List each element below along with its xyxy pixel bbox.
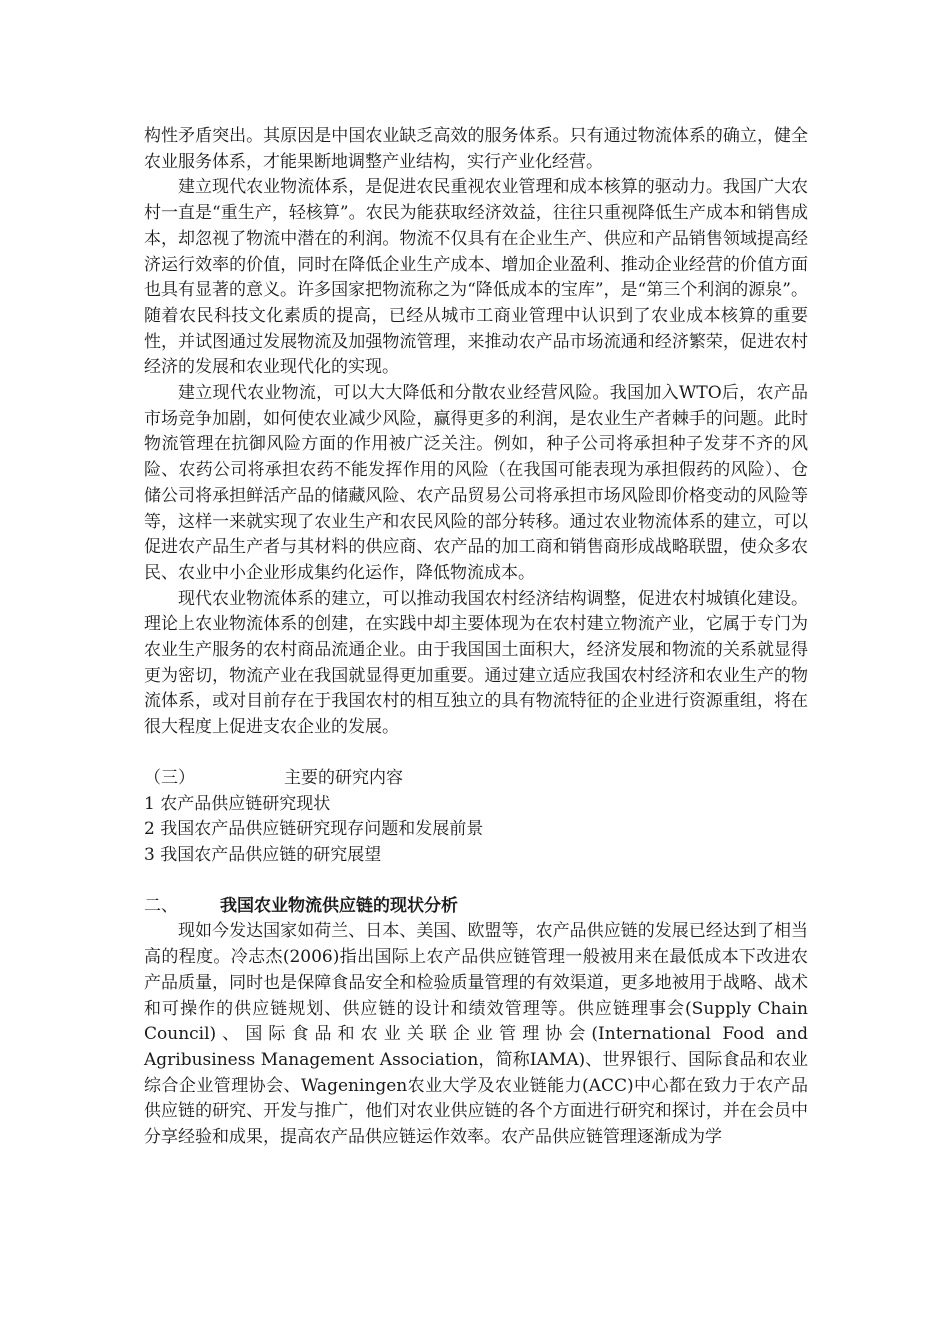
paragraph-2: 建立现代农业物流体系，是促进农民重视农业管理和成本核算的驱动力。我国广大农村一直是“重生产，轻核算”。农民为能获取经济效益，往往只重视降低生产成本和销售成本，却忽视了物流中潜在的利润。物流不仅具有在企业生产、供应和产品销售领域提高经济运行效率的价值，同时在降低企业生产成本、增加企业盈利、推动企业经营的价值方面也具有显著的意义。许多国家把物流称之为“降低成本的宝库”，是“第三个利润的源泉”。随着农民科技文化素质的提高，已经从城市工商业管理中认识到了农业成本核算的重要性，并试图通过发展物流及加强物流管理，来推动农产品市场流通和经济繁荣，促进农村经济的发展和农业现代化的实现。	[144, 177, 808, 378]
paragraph-3: 建立现代农业物流，可以大大降低和分散农业经营风险。我国加入WTO后，农产品市场竞争加剧，如何使农业减少风险，赢得更多的利润，是农业生产者棘手的问题。此时物流管理在抗御风险方面的作用被广泛关注。例如，种子公司将承担种子发芽不齐的风险、农药公司将承担农药不能发挥作用的风险（在我国可能表现为承担假药的风险）、仓储公司将承担鲜活产品的储藏风险、农产品贸易公司将承担市场风险即价格变动的风险等等，这样一来就实现了农业生产和农民风险的部分转移。通过农业物流体系的建立，可以促进农产品生产者与其材料的供应商、农产品的加工商和销售商形成战略联盟，使众多农民、农业中小企业形成集约化运作，降低物流成本。	[144, 383, 808, 583]
subsection-number: （三）	[144, 767, 195, 788]
document-body	[144, 124, 808, 1151]
paragraph-4: 现代农业物流体系的建立，可以推动我国农村经济结构调整，促进农村城镇化建设。理论上农业物流体系的创建，在实践中却主要体现为在农村建立物流产业，它属于专门为农业生产服务的农村商品流通企业。由于我国国土面积大，经济发展和物流的关系就显得更为密切，物流产业在我国就显得更加重要。通过建立适应我国农村经济和农业生产的物流体系，或对目前存在于我国农村的相互独立的具有物流特征的企业进行资源重组，将在很大程度上促进支农企业的发展。	[144, 588, 808, 738]
subsection-title: 主要的研究内容	[284, 767, 403, 788]
spacer	[144, 869, 808, 894]
research-item-2: 2 我国农产品供应链研究现存问题和发展前景	[144, 819, 484, 840]
section-heading	[144, 894, 808, 920]
section-number: 二、	[144, 895, 178, 916]
section-title: 我国农业物流供应链的现状分析	[220, 895, 458, 916]
paragraph-1: 构性矛盾突出。其原因是中国农业缺乏高效的服务体系。只有通过物流体系的确立，健全农业服务体系，才能果断地调整产业结构，实行产业化经营。	[144, 126, 808, 172]
section-paragraph: 现如今发达国家如荷兰、日本、美国、欧盟等，农产品供应链的发展已经达到了相当高的程度。冷志杰(2006)指出国际上农产品供应链管理一般被用来在最低成本下改进农产品质量，同时也是保障食品安全和检验质量管理的有效渠道，更多地被用于战略、战术和可操作的供应链规划、供应链的设计和绩效管理等。供应链理事会(Supply Chain Council)、国际食品和农业关联企业管理协会(International Food and Agribusiness Management Association，简称IAMA)、世界银行、国际食品和农业综合企业管理协会、Wageningen农业大学及农业链能力(ACC)中心都在致力于农产品供应链的研究、开发与推广，他们对农业供应链的各个方面进行研究和探讨，并在会员中分享经验和成果，提高农产品供应链运作效率。农产品供应链管理逐渐成为学	[144, 921, 808, 1148]
subsection-heading	[144, 766, 808, 792]
spacer	[144, 741, 808, 766]
research-item-1: 1 农产品供应链研究现状	[144, 793, 331, 814]
research-item-3: 3 我国农产品供应链的研究展望	[144, 844, 382, 865]
